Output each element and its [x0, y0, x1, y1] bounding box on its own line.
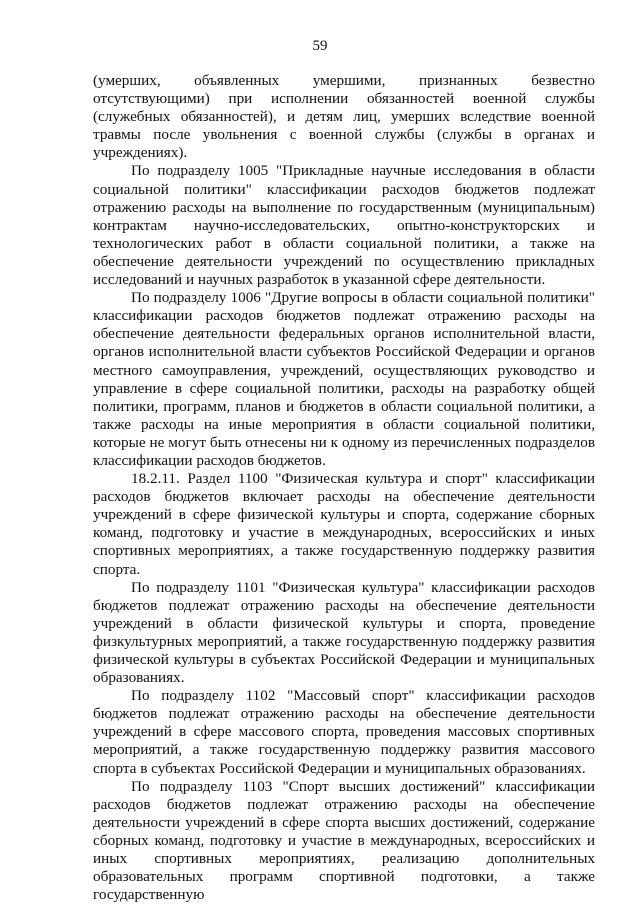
document-body: [93, 72, 595, 904]
paragraph-subsection-1101: По подразделу 1101 "Физическая культура" классификации расходов бюджетов подлежат отражению расходы на обеспечение деятельности учреждений в области физической культуры и спорта, проведение физкультурных мероприятий, а также государственную поддержку развития физической культуры в субъектах Российской Федерации и муниципальных образованиях.: [93, 578, 595, 687]
paragraph-subsection-1005: По подразделу 1005 "Прикладные научные исследования в области социальной политики" классификации расходов бюджетов подлежат отражению расходы на выполнение по государственным (муниципальным) контрактам научно-исследовательских, опытно-конструкторских и технологических работ в области социальной политики, а также на обеспечение деятельности учреждений по осуществлению прикладных исследований и научных разработок в указанной сфере деятельности.: [93, 162, 595, 289]
paragraph-subsection-1006: По подразделу 1006 "Другие вопросы в области социальной политики" классификации расходов бюджетов подлежат отражению расходы на обеспечение деятельности федеральных органов исполнительной власти, органов исполнительной власти субъектов Российской Федерации и органов местного самоуправления, учреждений, осуществляющих руководство и управление в сфере социальной политики, расходы на разработку общей политики, программ, планов и бюджетов в области социальной политики, а также расходы на иные мероприятия в области социальной политики, которые не могут быть отнесены ни к одному из перечисленных подразделов классификации расходов бюджетов.: [93, 289, 595, 469]
paragraph-continuation: (умерших, объявленных умершими, признанных безвестно отсутствующими) при исполнении обязанностей военной службы (служебных обязанностей), и детям лиц, умерших вследствие военной травмы после увольнения с военной службы (службы в органах и учреждениях).: [93, 72, 595, 162]
paragraph-subsection-1103: По подразделу 1103 "Спорт высших достижений" классификации расходов бюджетов подлежат отражению расходы на обеспечение деятельности учреждений в сфере спорта высших достижений, содержание сборных команд, подготовку и участие в международных, всероссийских и иных спортивных мероприятиях, реализацию дополнительных образовательных программ спортивной подготовки, а также государственную: [93, 777, 595, 904]
paragraph-section-1100: 18.2.11. Раздел 1100 "Физическая культура и спорт" классификации расходов бюджетов включает расходы на обеспечение деятельности учреждений в сфере физической культуры и спорта, содержание сборных команд, подготовку и участие в международных, всероссийских и иных спортивных мероприятиях, а также государственную поддержку развития спорта.: [93, 470, 595, 578]
page-number: 59: [312, 38, 328, 54]
paragraph-subsection-1102: По подразделу 1102 "Массовый спорт" классификации расходов бюджетов подлежат отражению расходы на обеспечение деятельности учреждений в сфере массового спорта, проведения массовых спортивных мероприятий, а также государственную поддержку развития массового спорта в субъектах Российской Федерации и муниципальных образованиях.: [93, 687, 595, 777]
